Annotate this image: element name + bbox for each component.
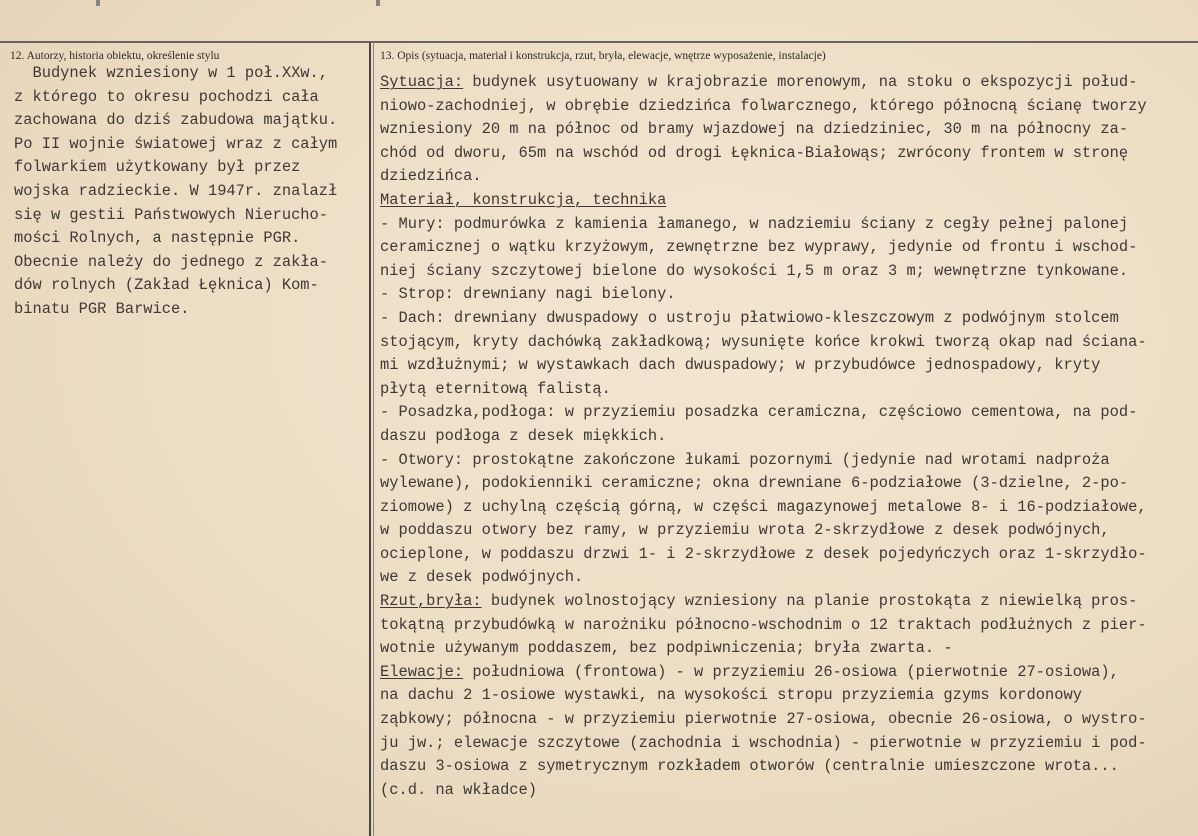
subsection-heading: Elewacje:	[380, 662, 464, 681]
text-line	[380, 755, 1147, 779]
text-line	[380, 331, 1147, 355]
text-line	[380, 449, 1147, 473]
line-text: - Otwory: prostokątne zakończone łukami pozornymi (jedynie nad wrotami nadproża	[380, 450, 1110, 469]
line-text: ceramicznej o wątku krzyżowym, zewnętrzne bez wyprawy, jedynie od frontu i wschod-	[380, 238, 1138, 257]
punch-mark	[96, 0, 100, 6]
section-12-body	[14, 62, 337, 322]
line-text: mi wzdłużnymi; w wystawkach dach dwuspadowy; w przybudówce jednospadowy, kryty	[380, 356, 1101, 375]
text-line	[380, 236, 1147, 260]
line-text: wotnie używanym poddaszem, bez podpiwniczenia; bryła zwarta. -	[380, 639, 953, 658]
text-line	[380, 95, 1147, 119]
text-line: się w gestii Państwowych Nierucho-	[14, 205, 329, 224]
section-13-body	[380, 71, 1147, 802]
column-divider-inner	[373, 42, 374, 836]
text-line	[380, 425, 1147, 449]
text-line: mości Rolnych, a następnie PGR.	[14, 229, 301, 248]
line-text: - Dach: drewniany dwuspadowy o ustroju płatwiowo-kleszczowym z podwójnym stolcem	[380, 308, 1119, 327]
line-text: chód od dworu, 65m na wschód od drogi Łęknica-Białowąs; zwrócony frontem w stronę	[380, 143, 1129, 162]
text-line	[380, 590, 1147, 614]
line-text: - Posadzka,podłoga: w przyziemiu posadzka ceramiczna, częściowo cementowa, na pod-	[380, 403, 1138, 422]
subsection-heading: Sytuacja:	[380, 73, 464, 91]
text-line	[380, 213, 1147, 237]
text-line: Po II wojnie światowej wraz z całym	[14, 134, 338, 153]
text-line: Budynek wzniesiony w 1 poł.XXw.,	[14, 64, 329, 82]
text-line	[380, 283, 1147, 307]
text-line	[380, 71, 1147, 95]
line-text: daszu podłoga z desek miękkich.	[380, 426, 667, 445]
line-text: daszu 3-osiowa z symetrycznym rozkładem otworów (centralnie umieszczone wrota...	[380, 757, 1119, 776]
line-text: tokątną przybudówką w narożniku północno-wschodnim o 12 traktach podłużnych z pier-	[380, 615, 1147, 634]
line-text: niowo-zachodniej, w obrębie dziedzińca folwarcznego, którego północną ścianę tworzy	[380, 96, 1147, 115]
line-text: ziomowe) z uchylną częścią górną, w części magazynowej metalowe 8- i 16-podziałowe,	[380, 497, 1147, 516]
line-text: wylewane), podokienniki ceramiczne; okna drewniane 6-podziałowe (3-dzielne, 2-po-	[380, 474, 1129, 493]
punch-mark	[376, 0, 380, 6]
line-text: wzniesiony 20 m na północ od bramy wjazdowej na dziedziniec, 30 m na północny za-	[380, 120, 1129, 139]
line-text: we z desek podwójnych.	[380, 568, 584, 587]
line-text: (c.d. na wkładce)	[380, 780, 538, 799]
line-text: niej ściany szczytowej bielone do wysokości 1,5 m oraz 3 m; wewnętrzne tynkowane.	[380, 261, 1129, 280]
text-line	[380, 472, 1147, 496]
line-text: budynek usytuowany w krajobrazie morenowym, na stoku o ekspozycji połud-	[463, 73, 1138, 91]
subsection-heading: Rzut,bryła:	[380, 592, 482, 611]
text-line	[380, 307, 1147, 331]
text-line	[380, 779, 1147, 803]
text-line	[380, 378, 1147, 402]
text-line	[380, 165, 1147, 189]
text-line	[380, 614, 1147, 638]
text-line	[380, 118, 1147, 142]
text-line	[380, 142, 1147, 166]
line-text: ząbkowy; północna - w przyziemiu pierwotnie 27-osiowa, obecnie 26-osiowa, o wystro-	[380, 710, 1147, 729]
line-text: budynek wolnostojący wzniesiony na planie prostokąta z niewielką pros-	[481, 592, 1138, 611]
text-line	[380, 260, 1147, 284]
text-line	[380, 543, 1147, 567]
text-line	[380, 189, 1147, 213]
section-12-header: 12. Autorzy, historia obiektu, określenie stylu	[10, 50, 220, 62]
line-text: na dachu 2 1-osiowe wystawki, na wysokości stropu przyziemia gzyms kordonowy	[380, 686, 1082, 705]
text-line	[380, 354, 1147, 378]
line-text: płytą eternitową falistą.	[380, 379, 611, 398]
column-divider	[369, 42, 371, 836]
text-line: binatu PGR Barwice.	[14, 299, 190, 318]
text-line: Obecnie należy do jednego z zakła-	[14, 252, 329, 271]
line-text: w poddaszu otwory bez ramy, w przyziemiu wrota 2-skrzydłowe z desek podwójnych,	[380, 521, 1110, 540]
line-text: ocieplone, w poddaszu drzwi 1- i 2-skrzydłowe z desek pojedyńczych oraz 1-skrzydło-	[380, 544, 1147, 563]
text-line	[380, 708, 1147, 732]
text-line: z którego to okresu pochodzi cała	[14, 87, 319, 106]
text-line	[380, 661, 1147, 685]
text-line	[380, 732, 1147, 756]
text-line	[380, 637, 1147, 661]
text-line: wojska radzieckie. W 1947r. znalazł	[14, 181, 338, 200]
text-line	[380, 401, 1147, 425]
text-line	[380, 519, 1147, 543]
line-text: - Strop: drewniany nagi bielony.	[380, 285, 676, 304]
text-line	[380, 496, 1147, 520]
line-text: południowa (frontowa) - w przyziemiu 26-osiowa (pierwotnie 27-osiowa),	[463, 662, 1119, 681]
text-line: dów rolnych (Zakład Łęknica) Kom-	[14, 276, 319, 295]
line-text: - Mury: podmurówka z kamienia łamanego, w nadziemiu ściany z cegły pełnej palonej	[380, 214, 1129, 233]
text-line	[380, 566, 1147, 590]
text-line: folwarkiem użytkowany był przez	[14, 158, 301, 177]
text-line	[380, 684, 1147, 708]
text-line: zachowana do dziś zabudowa majątku.	[14, 111, 338, 130]
top-rule	[0, 41, 1198, 43]
line-text: dziedzińca.	[380, 167, 482, 186]
line-text: ju jw.; elewacje szczytowe (zachodnia i wschodnia) - pierwotnie w przyziemiu i pod-	[380, 733, 1147, 752]
subsection-heading: Materiał, konstrukcja, technika	[380, 190, 667, 209]
line-text: stojącym, kryty dachówką zakładkową; wysunięte końce krokwi tworzą okap nad ściana-	[380, 332, 1147, 351]
section-13-header: 13. Opis (sytuacja, materiał i konstrukcja, rzut, bryła, elewacje, wnętrze wyposażenie, instalacje)	[380, 50, 826, 62]
